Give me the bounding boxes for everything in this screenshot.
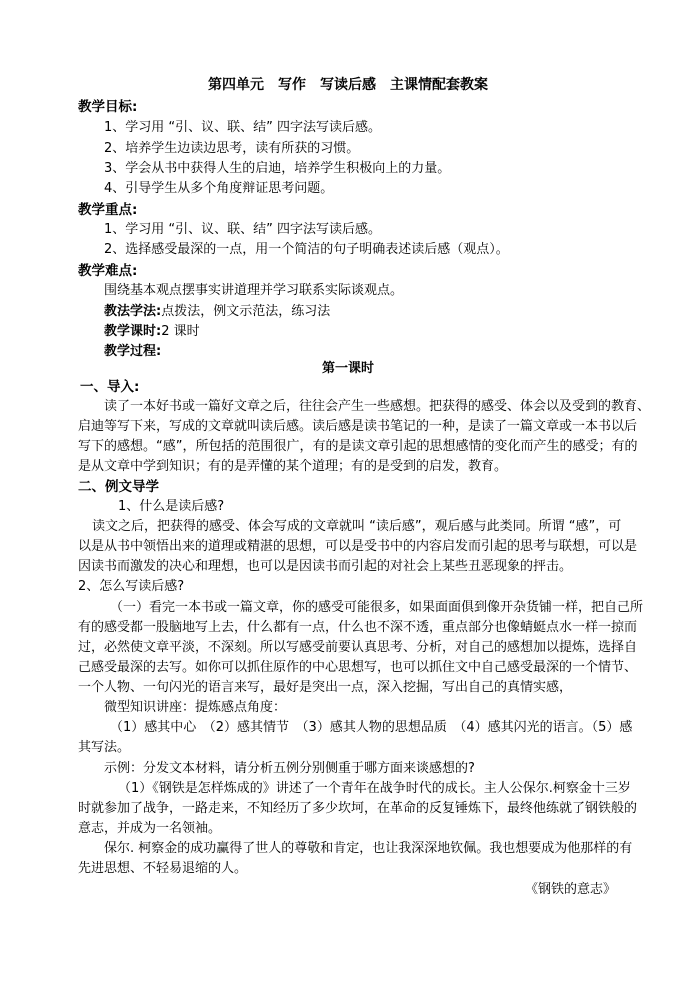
objective-item: 1、学习用 “引、议、联、结” 四字法写读后感。 <box>104 120 382 135</box>
q1-line: 因读书而激发的决心和理想，也可以是因读书而引起的对社会上某些丑恶现象的抨击。 <box>78 559 573 574</box>
objectives-heading: 教学目标: <box>78 99 138 115</box>
hours-label: 教学课时: <box>104 324 162 339</box>
q2-line: 过，必然使文章平淡，不深刻。所以写感受前要认真思考、分析，对自己的感想加以提炼，选择自 <box>78 640 638 655</box>
mini-lecture: 微型知识讲座：提炼感点角度： <box>104 700 287 715</box>
objective-item: 4、引导学生从多个角度辩证思考问题。 <box>104 181 334 196</box>
question-one: 1、什么是读后感? <box>118 499 225 514</box>
q2-line: （一）看完一本书或一篇文章，你的感受可能很多，如果面面俱到像开杂货铺一样，把自己所 <box>110 600 644 615</box>
document-title: 第四单元 写作 写读后感 主课情配套教案 <box>208 77 488 93</box>
angles-line: 其写法。 <box>78 740 131 755</box>
q2-line: 一个人物、一句闪光的语言来写，最好是突出一点，深入挖掘，写出自己的真情实感， <box>78 680 573 695</box>
methods-line <box>104 304 330 320</box>
objective-item: 3、学会从书中获得人生的启迪，培养学生积极向上的力量。 <box>104 161 451 176</box>
intro-heading: 一、导入: <box>80 379 140 395</box>
key-point-item: 1、学习用 “引、议、联、结” 四字法写读后感。 <box>104 222 382 237</box>
q2-line: 己感受最深的去写。如你可以抓住原作的中心思想写，也可以抓住文中自己感受最深的一个情节、 <box>78 660 638 675</box>
example-line: 保尔. 柯察金的成功赢得了世人的尊敬和肯定，也让我深深地钦佩。我也想要成为他那样的有 <box>104 841 633 856</box>
intro-line: 是从文章中学到知识；有的是弄懂的某个道理；有的是受到的启发，教育。 <box>78 459 508 474</box>
example-source: 《钢铁的意志》 <box>524 882 616 897</box>
example-line: 时就参加了战争，一路走来，不知经历了多少坎坷，在革命的反复锤炼下，最终他练就了钢铁般的 <box>78 801 638 816</box>
q1-line: 以是从书中领悟出来的道理或精湛的思想，可以是受书中的内容启发而引起的思考与联想，可以是 <box>78 539 638 554</box>
intro-line: 启迪等写下来，写成的文章就叫读后感。读后感是读书笔记的一种，是读了一篇文章或一本书以后 <box>78 419 638 434</box>
hours-value: 2 课时 <box>161 324 200 339</box>
methods-label: 教法学法: <box>104 304 162 319</box>
q1-line: 读文之后，把获得的感受、体会写成的文章就叫 “读后感”，观后感与此类同。所谓 “感”，可 <box>92 519 622 534</box>
q2-line: 有的感受都一股脑地写上去，什么都有一点，什么也不深不透，重点部分也像蜻蜓点水一样一掠而 <box>78 620 638 635</box>
example-line: 意志，并成为一名领袖。 <box>78 821 222 836</box>
angles-line: （1）感其中心 （2）感其情节 （3）感其人物的思想品质 （4）感其闪光的语言。（5）感 <box>110 720 633 735</box>
example-line: （1）《钢铁是怎样炼成的》讲述了一个青年在战争时代的成长。主人公保尔.柯察金十三岁 <box>118 781 631 796</box>
lesson-title: 第一课时 <box>321 361 374 376</box>
difficulties-heading: 教学难点: <box>78 263 138 279</box>
example-prompt: 示例：分发文本材料，请分析五例分别侧重于哪方面来谈感想的? <box>104 761 475 776</box>
process-label: 教学过程: <box>104 344 162 359</box>
intro-line: 读了一本好书或一篇好文章之后，往往会产生一些感想。把获得的感受、体会以及受到的教育、 <box>104 399 651 414</box>
intro-line: 写下的感想。“感”，所包括的范围很广，有的是读文章引起的思想感情的变化而产生的感受；有的 <box>78 439 638 454</box>
difficulties-text: 围绕基本观点摆事实讲道理并学习联系实际谈观点。 <box>104 283 404 298</box>
key-point-item: 2、选择感受最深的一点，用一个简洁的句子明确表述读后感（观点）。 <box>104 242 509 257</box>
key-points-heading: 教学重点: <box>78 202 138 218</box>
question-two: 2、怎么写读后感? <box>78 579 185 594</box>
guide-heading: 二、例文导学 <box>78 479 159 495</box>
objective-item: 2、培养学生边读边思考，读有所获的习惯。 <box>104 141 360 156</box>
hours-line <box>104 324 200 340</box>
methods-value: 点拨法，例文示范法，练习法 <box>161 304 331 319</box>
example-line: 先进思想、不轻易退缩的人。 <box>78 861 248 876</box>
